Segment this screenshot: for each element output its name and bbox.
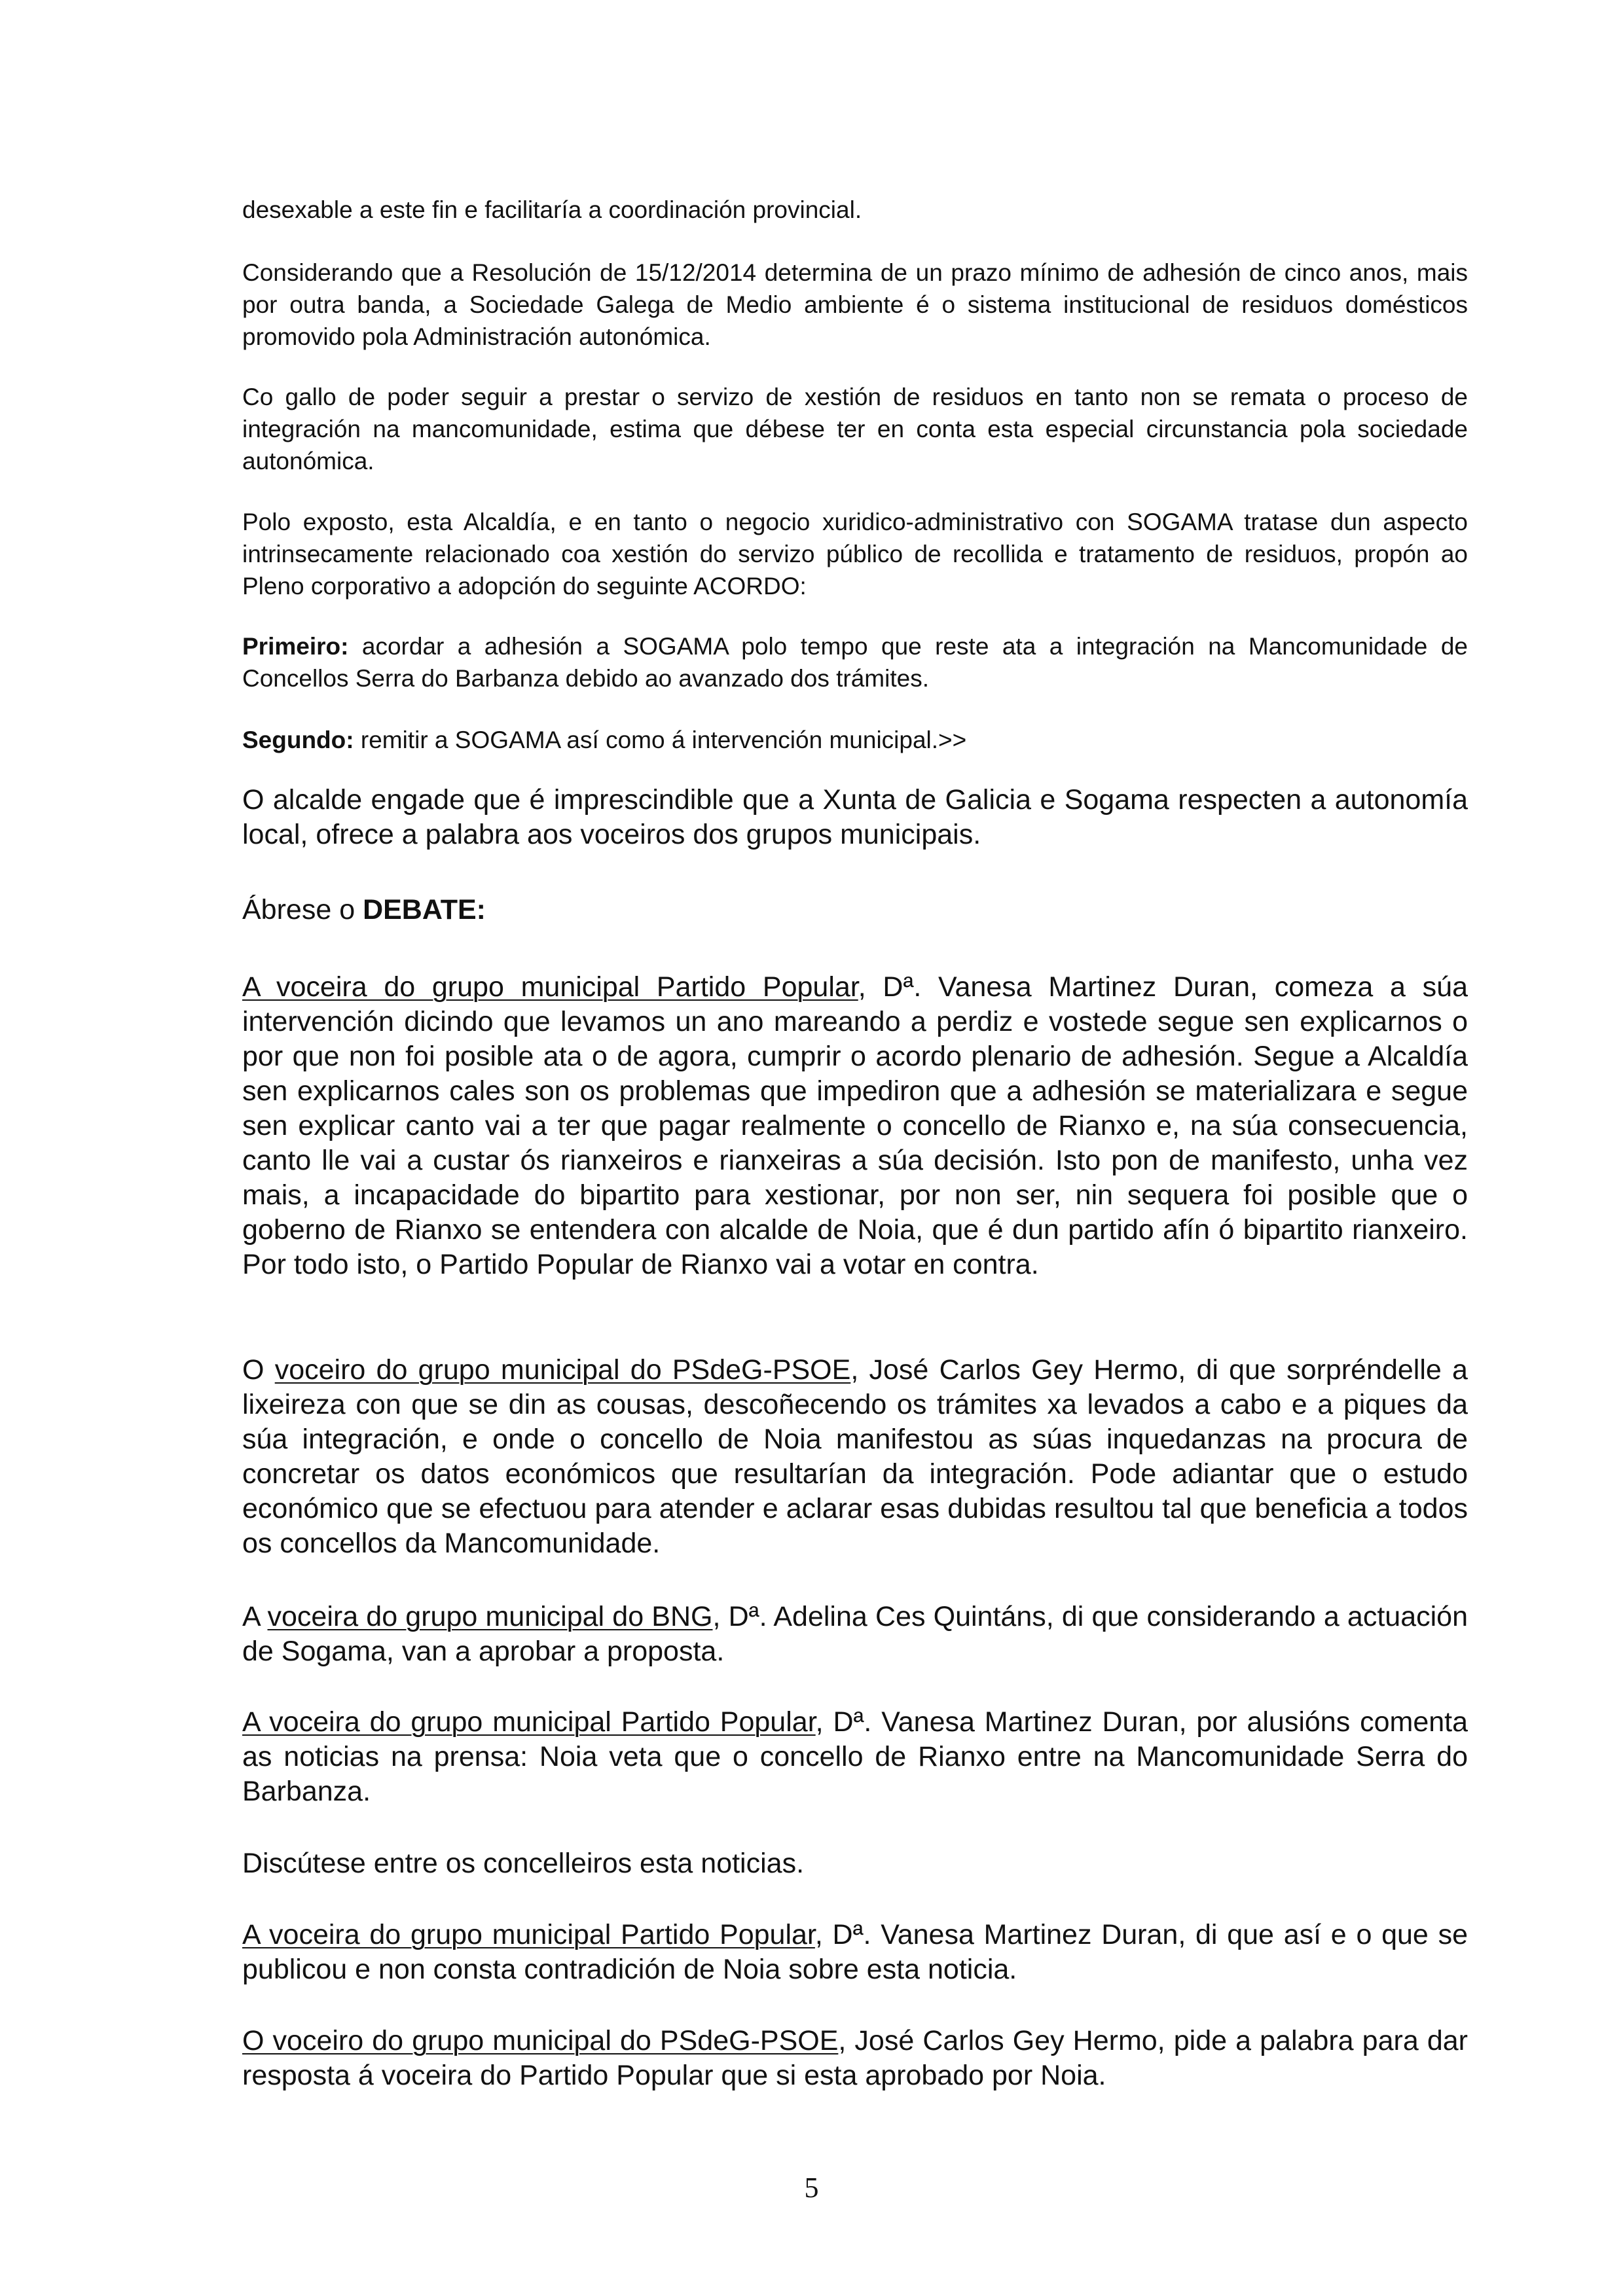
paragraph-discutese: Discútese entre os concelleiros esta noticias. [242,1848,805,1879]
speaker-psoe: O voceiro do grupo municipal do PSdeG-PSOE [242,2025,839,2056]
speaker-bng: voceira do grupo municipal do BNG [267,1601,713,1632]
speaker-pp: A voceira do grupo municipal Partido Popular [242,1919,815,1950]
paragraph-bng-intervention: A voceira do grupo municipal do BNG, Dª. Adelina Ces Quintáns, di que considerando a actuación de Sogama, van a aprobar a proposta. [242,1601,1468,1667]
paragraph-psoe-intervention-1: O voceiro do grupo municipal do PSdeG-PSOE, José Carlos Gey Hermo, di que sorpréndelle a lixeireza con que se din as cousas, descoñecendo os trámites xa levados a cabo e a piques da súa integración, e onde o concello de Noia manifestou as súas inquedanzas na procura de concretar os datos económicos que resultarían da integración. Pode adiantar que o estudo económico que se efectuou para atender e aclarar esas dubidas resultou tal que beneficia a todos os concellos da Mancomunidade. [242,1354,1468,1559]
paragraph-pp-intervention-1: A voceira do grupo municipal Partido Popular, Dª. Vanesa Martinez Duran, comeza a súa intervención dicindo que levamos un ano mareando a perdiz e vostede segue sen explicarnos o por que non foi posible ata o de agora, cumprir o acordo plenario de adhesión. Segue a Alcaldía sen explicarnos cales son os problemas que impediron que a adhesión se materializara e segue sen explicar canto vai a ter que pagar realmente o concello de Rianxo e, na súa consecuencia, canto lle vai a custar ós rianxeiros e rianxeiras a súa decisión. Isto pon de manifesto, unha vez mais, a incapacidade do bipartito para xestionar, por non ser, nin sequera foi posible que o goberno de Rianxo se entendera con alcalde de Noia, que é dun partido afín ó bipartito rianxeiro. Por todo isto, o Partido Popular de Rianxo vai a votar en contra. [242,971,1468,1280]
speaker-psoe: voceiro do grupo municipal do PSdeG-PSOE [274,1354,851,1386]
primeiro-label: Primeiro: [242,633,349,660]
debate-label: DEBATE: [363,894,486,925]
speaker-pp: A voceira do grupo municipal Partido Popular [242,971,858,1003]
paragraph-segundo: Segundo: remitir a SOGAMA así como á intervención municipal.>> [242,726,967,753]
paragraph-co-gallo: Co gallo de poder seguir a prestar o servizo de xestión de residuos en tanto non se remata o proceso de integración na mancomunidade, estima que débese ter en conta esta especial circunstancia pola sociedade autonómica. [242,384,1468,475]
segundo-label: Segundo: [242,726,354,753]
paragraph-primeiro: Primeiro: acordar a adhesión a SOGAMA polo tempo que reste ata a integración na Mancomunidade de Concellos Serra do Barbanza debido ao avanzado dos trámites. [242,633,1468,692]
paragraph-considerando: Considerando que a Resolución de 15/12/2014 determina de un prazo mínimo de adhesión de cinco anos, mais por outra banda, a Sociedade Galega de Medio ambiente é o sistema institucional de residuos domésticos promovido pola Administración autonómica. [242,259,1468,350]
paragraph-debate-heading: Ábrese o DEBATE: [242,894,486,925]
paragraph-alcalde: O alcalde engade que é imprescindible que a Xunta de Galicia e Sogama respecten a autonomía local, ofrece a palabra aos voceiros dos grupos municipais. [242,784,1468,850]
paragraph-closing-fragment: desexable a este fin e facilitaría a coordinación provincial. [242,196,862,223]
paragraph-pp-intervention-2: A voceira do grupo municipal Partido Popular, Dª. Vanesa Martinez Duran, por alusións comenta as noticias na prensa: Noia veta que o concello de Rianxo entre na Mancomunidade Serra do Barbanza. [242,1706,1468,1807]
page-number: 5 [804,2172,819,2204]
speaker-pp: A voceira do grupo municipal Partido Popular [242,1706,816,1738]
paragraph-polo-exposto: Polo exposto, esta Alcaldía, e en tanto o negocio xuridico-administrativo con SOGAMA tratase dun aspecto intrinsecamente relacionado coa xestión do servizo público de recollida e tratamento de residuos, propón ao Pleno corporativo a adopción do seguinte ACORDO: [242,509,1468,600]
paragraph-pp-intervention-3: A voceira do grupo municipal Partido Popular, Dª. Vanesa Martinez Duran, di que así e o que se publicou e non consta contradición de Noia sobre esta noticia. [242,1919,1468,1985]
paragraph-psoe-intervention-2: O voceiro do grupo municipal do PSdeG-PSOE, José Carlos Gey Hermo, pide a palabra para dar resposta á voceira do Partido Popular que si esta aprobado por Noia. [242,2025,1468,2091]
